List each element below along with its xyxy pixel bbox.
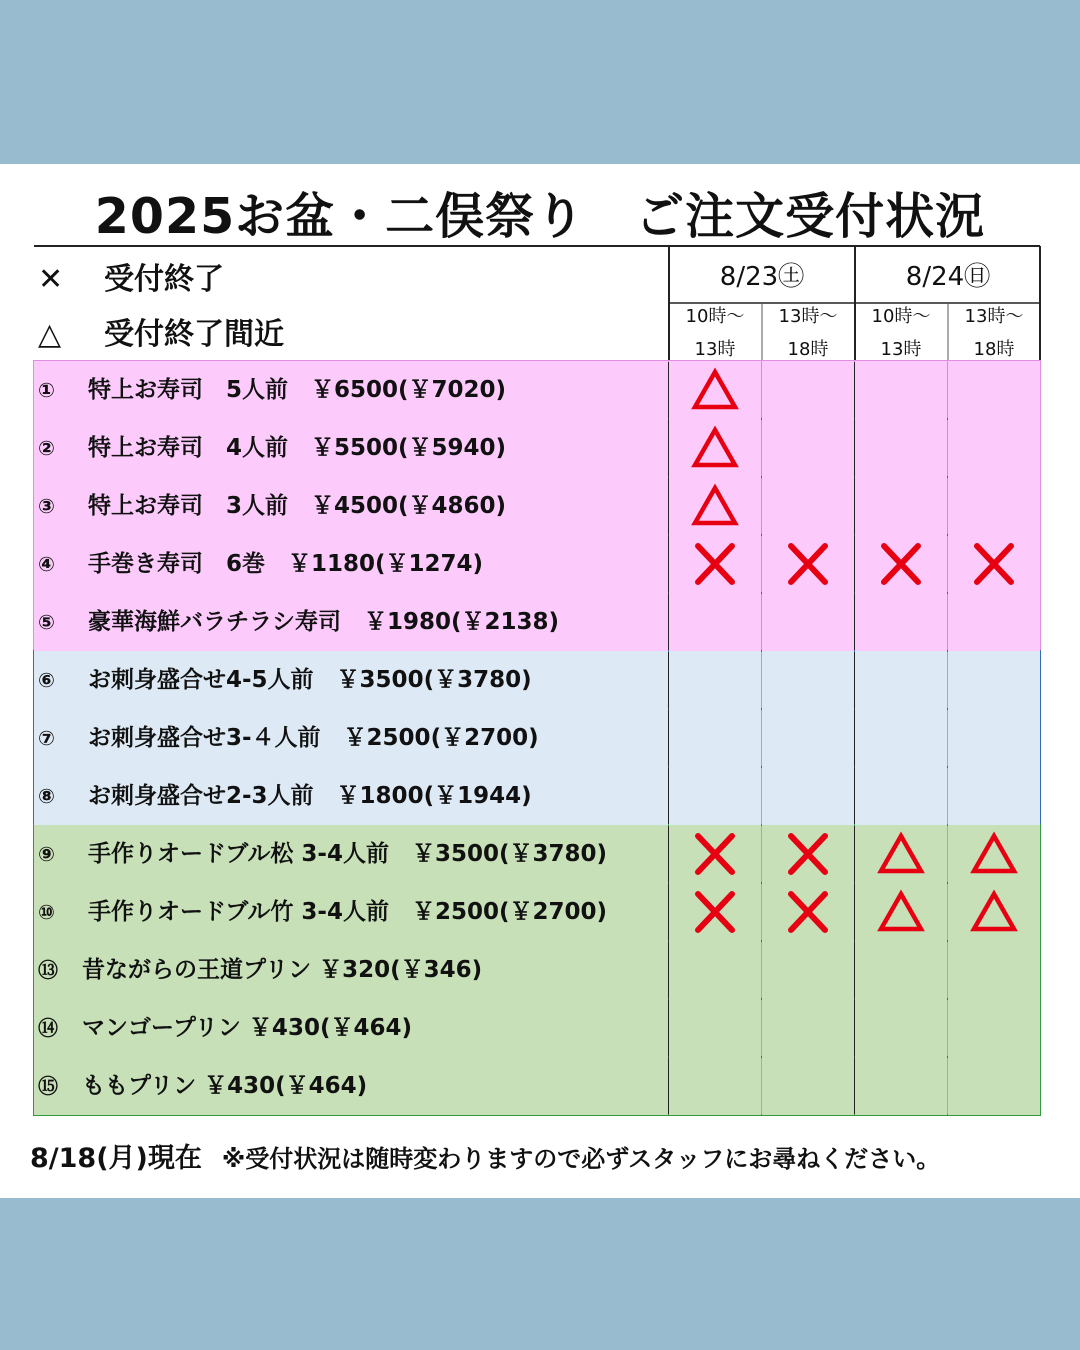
item-label: [38, 535, 483, 593]
table-row: [34, 651, 668, 709]
status-cell: [762, 941, 854, 999]
status-cell: [855, 1057, 947, 1115]
item-number: ⑭: [38, 1016, 58, 1040]
item-label: [38, 419, 506, 477]
footer: [30, 1136, 940, 1175]
legend-triangle: [38, 309, 284, 353]
table-row: [34, 941, 668, 999]
triangle-mark-icon: [669, 419, 761, 477]
item-name-price: お刺身盛合せ3-４人前 ￥2500(￥2700): [88, 725, 539, 751]
item-name-price: 特上お寿司 4人前 ￥5500(￥5940): [88, 435, 507, 461]
slot-end: 18時: [787, 339, 829, 360]
item-name-price: 特上お寿司 5人前 ￥6500(￥7020): [88, 377, 507, 403]
slot-start: 13時～: [964, 306, 1024, 327]
status-cell: [669, 651, 761, 709]
slot-start: 10時～: [871, 306, 931, 327]
cross-mark-icon: [762, 535, 854, 593]
status-cell: [948, 709, 1040, 767]
status-cell: [669, 477, 761, 535]
item-label: [38, 361, 506, 419]
status-cell: [762, 767, 854, 825]
table-row: [34, 709, 668, 767]
item-label: [38, 477, 506, 535]
legend-triangle-label: 受付終了間近: [104, 317, 284, 352]
item-name-price: 特上お寿司 3人前 ￥4500(￥4860): [88, 493, 507, 519]
item-number: ⑦: [38, 726, 55, 750]
cross-mark-icon: [948, 535, 1040, 593]
status-cell: [948, 1057, 1040, 1115]
status-cell: [855, 825, 947, 883]
table-row: [34, 419, 668, 477]
slot-header: [762, 300, 854, 366]
item-number: ⑧: [38, 784, 55, 808]
status-cell: [669, 825, 761, 883]
status-cell: [762, 999, 854, 1057]
triangle-mark-icon: [948, 825, 1040, 883]
status-cell: [948, 825, 1040, 883]
slot-start: 13時～: [778, 306, 838, 327]
item-name-price: ももプリン ￥430(￥464): [82, 1073, 368, 1099]
status-cell: [762, 883, 854, 941]
triangle-mark-icon: [669, 477, 761, 535]
table-row: [34, 593, 668, 651]
status-cell: [762, 1057, 854, 1115]
status-cell: [762, 419, 854, 477]
triangle-mark-icon: [948, 883, 1040, 941]
status-cell: [762, 825, 854, 883]
status-cell: [669, 361, 761, 419]
status-cell: [855, 477, 947, 535]
status-cell: [855, 999, 947, 1057]
cross-mark-icon: [669, 883, 761, 941]
status-cell: [855, 419, 947, 477]
item-label: [38, 709, 539, 767]
table-row: [34, 535, 668, 593]
status-cell: [855, 709, 947, 767]
slot-header: [855, 300, 947, 366]
status-cell: [762, 593, 854, 651]
item-name-price: 豪華海鮮バラチラシ寿司 ￥1980(￥2138): [88, 609, 560, 635]
status-cell: [948, 767, 1040, 825]
item-name-price: マンゴープリン ￥430(￥464): [82, 1015, 412, 1041]
item-number: ①: [38, 378, 55, 402]
date-header-0823: 8/23㊏: [719, 262, 805, 292]
table-row: [34, 1057, 668, 1115]
item-name-price: お刺身盛合せ4-5人前 ￥3500(￥3780): [88, 667, 532, 693]
status-cell: [669, 941, 761, 999]
status-cell: [762, 651, 854, 709]
table-row: [34, 477, 668, 535]
table-row: [34, 767, 668, 825]
table-row: [34, 825, 668, 883]
cross-mark-icon: [855, 535, 947, 593]
status-cell: [669, 709, 761, 767]
status-cell: [669, 999, 761, 1057]
page-title: 2025お盆・二俣祭り ご注文受付状況: [94, 188, 986, 245]
status-cell: [762, 709, 854, 767]
status-cell: [948, 999, 1040, 1057]
table-row: [34, 999, 668, 1057]
item-name-price: 手作りオードブル竹 3-4人前 ￥2500(￥2700): [88, 899, 608, 925]
status-cell: [669, 767, 761, 825]
triangle-icon: △: [38, 317, 62, 352]
as-of-date: 8/18(月)現在: [30, 1143, 202, 1174]
status-cell: [855, 883, 947, 941]
item-label: [38, 883, 607, 941]
item-label: [38, 941, 482, 999]
status-cell: [855, 361, 947, 419]
slot-header: [948, 300, 1040, 366]
table-row: [34, 883, 668, 941]
item-name-price: 昔ながらの王道プリン ￥320(￥346): [82, 957, 483, 983]
triangle-mark-icon: [855, 883, 947, 941]
item-label: [38, 593, 559, 651]
status-cell: [948, 535, 1040, 593]
status-cell: [669, 419, 761, 477]
item-label: [38, 651, 532, 709]
status-cell: [855, 941, 947, 999]
status-cell: [948, 361, 1040, 419]
status-cell: [948, 883, 1040, 941]
cross-mark-icon: [669, 535, 761, 593]
legend-cross: [38, 254, 224, 298]
status-cell: [669, 535, 761, 593]
legend-cross-label: 受付終了: [104, 262, 224, 297]
item-label: [38, 825, 607, 883]
status-cell: [948, 651, 1040, 709]
slot-end: 13時: [880, 339, 922, 360]
status-cell: [855, 767, 947, 825]
item-name-price: 手巻き寿司 6巻 ￥1180(￥1274): [88, 551, 484, 577]
status-cell: [855, 535, 947, 593]
triangle-mark-icon: [855, 825, 947, 883]
status-cell: [855, 651, 947, 709]
status-cell: [762, 361, 854, 419]
cross-icon: ✕: [38, 262, 64, 297]
item-number: ⑮: [38, 1074, 58, 1098]
status-cell: [948, 941, 1040, 999]
item-label: [38, 999, 412, 1057]
item-number: ⑩: [38, 900, 55, 924]
date-header-0824: 8/24㊐: [905, 262, 991, 292]
cross-mark-icon: [669, 825, 761, 883]
item-label: [38, 1057, 367, 1115]
item-number: ⑨: [38, 842, 55, 866]
status-cell: [855, 593, 947, 651]
item-number: ⑬: [38, 958, 58, 982]
item-number: ③: [38, 494, 55, 518]
status-cell: [669, 1057, 761, 1115]
item-number: ⑥: [38, 668, 55, 692]
status-cell: [948, 477, 1040, 535]
item-label: [38, 767, 532, 825]
status-cell: [948, 593, 1040, 651]
slot-header: [669, 300, 761, 366]
status-cell: [669, 593, 761, 651]
item-number: ⑤: [38, 610, 55, 634]
item-number: ④: [38, 552, 55, 576]
slot-end: 13時: [694, 339, 736, 360]
slot-end: 18時: [973, 339, 1015, 360]
cross-mark-icon: [762, 825, 854, 883]
status-cell: [762, 477, 854, 535]
slot-start: 10時～: [685, 306, 745, 327]
footer-note: ※受付状況は随時変わりますので必ずスタッフにお尋ねください。: [221, 1145, 941, 1173]
item-name-price: 手作りオードブル松 3-4人前 ￥3500(￥3780): [88, 841, 608, 867]
status-cell: [762, 535, 854, 593]
item-name-price: お刺身盛合せ2-3人前 ￥1800(￥1944): [88, 783, 532, 809]
table-row: [34, 361, 668, 419]
item-number: ②: [38, 436, 55, 460]
triangle-mark-icon: [669, 361, 761, 419]
cross-mark-icon: [762, 883, 854, 941]
status-cell: [948, 419, 1040, 477]
status-cell: [669, 883, 761, 941]
order-status-sheet: [0, 164, 1080, 1198]
